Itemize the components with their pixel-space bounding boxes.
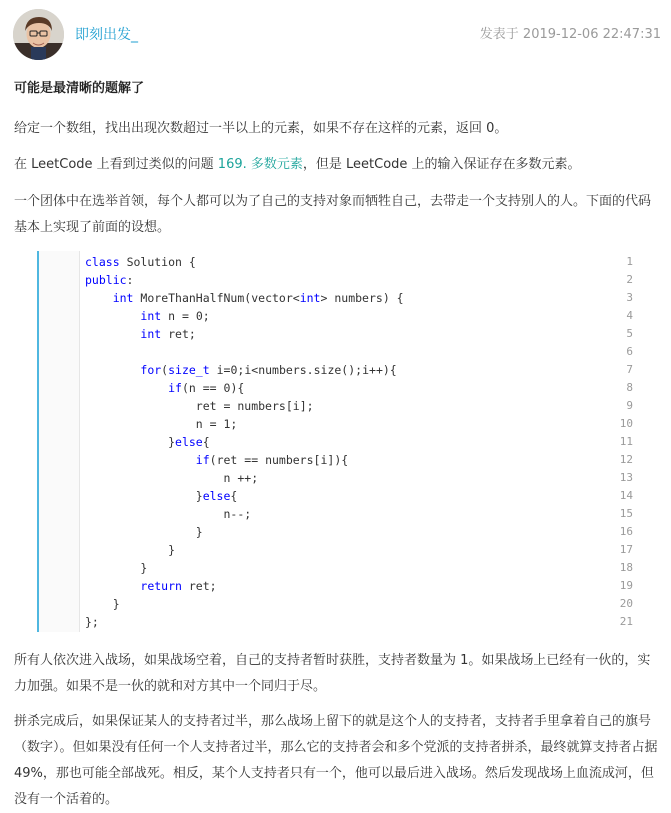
code-line-number: 11 — [619, 435, 633, 448]
code-line-number: 10 — [619, 417, 633, 430]
leetcode-problem-link[interactable]: 169. 多数元素 — [217, 157, 303, 172]
code-line-number: 7 — [626, 363, 633, 376]
code-line: if(n == 0){ — [168, 381, 245, 395]
code-line: } — [85, 543, 176, 557]
code-line-number: 3 — [626, 291, 633, 304]
paragraph-leetcode-prefix: 在 LeetCode 上看到过类似的问题 — [14, 157, 218, 172]
post-header — [0, 0, 671, 70]
code-line: } — [85, 525, 203, 539]
code-line: for(size_t i=0;i<numbers.size();i++){ — [140, 363, 397, 377]
code-line-number: 1 — [626, 255, 633, 268]
avatar[interactable] — [13, 9, 64, 60]
code-line-number: 4 — [626, 309, 633, 322]
paragraph-leetcode-suffix: ，但是 LeetCode 上的输入保证存在多数元素。 — [302, 157, 581, 172]
code-line-number: 20 — [619, 597, 633, 610]
code-line: } — [85, 561, 148, 575]
avatar-image — [13, 9, 64, 60]
code-line-number: 18 — [619, 561, 633, 574]
code-line-number: 2 — [626, 273, 633, 286]
code-line-number: 9 — [626, 399, 633, 412]
code-line: } — [85, 597, 120, 611]
code-line-number: 16 — [619, 525, 633, 538]
code-line-number: 6 — [626, 345, 633, 358]
post-content — [14, 79, 660, 807]
code-line: n = 1; — [195, 417, 238, 431]
code-line: public: — [85, 273, 134, 287]
code-line: return ret; — [140, 579, 217, 593]
code-line-number: 21 — [619, 615, 633, 628]
username-link[interactable]: 即刻出发_ — [75, 27, 138, 43]
code-line-number: 17 — [619, 543, 633, 556]
code-line: int n = 0; — [140, 309, 210, 323]
code-line-number: 12 — [619, 453, 633, 466]
code-line: int ret; — [140, 327, 196, 341]
paragraph-conclusion: 拼杀完成后，如果保证某人的支持者过半，那么战场上留下的就是这个人的支持者，支持者手里拿着自己的旗号（数字）。但如果没有任何一个人支持者过半，那么它的支持者会和多个党派的支持者拼杀，最终就算支持者占据 49%，那也可能全部战死。相反，某个人支持者只有一个，他可以最后进入战场。然后发现战场上血流成河，但没有一个活着的。 — [14, 714, 658, 807]
code-line-number: 13 — [619, 471, 633, 484]
code-line: class Solution { — [85, 255, 196, 269]
code-line-number: 5 — [626, 327, 633, 340]
post-timestamp: 发表于 2019-12-06 22:47:31 — [479, 27, 661, 42]
code-line: n ++; — [223, 471, 259, 485]
code-block — [37, 251, 639, 632]
post-title: 可能是最清晰的题解了 — [14, 81, 145, 96]
paragraph-leetcode — [14, 152, 660, 178]
code-line-number: 15 — [619, 507, 633, 520]
code-line — [85, 343, 671, 361]
code-line-number: 14 — [619, 489, 633, 502]
code-line: ret = numbers[i]; — [195, 399, 314, 413]
code-line: }else{ — [85, 435, 210, 449]
code-line-number: 8 — [626, 381, 633, 394]
code-line: }; — [85, 615, 99, 629]
paragraph-battle: 所有人依次进入战场，如果战场空着，自己的支持者暂时获胜，支持者数量为 1。如果战场上已经有一伙的，实力加强。如果不是一伙的就和对方其中一个同归于尽。 — [14, 653, 651, 694]
code-line: if(ret == numbers[i]){ — [195, 453, 349, 467]
code-line: n--; — [223, 507, 252, 521]
code-line: }else{ — [85, 489, 238, 503]
code-line-number: 19 — [619, 579, 633, 592]
code-line: int MoreThanHalfNum(vector<int> numbers) { — [112, 291, 404, 305]
paragraph-problem: 给定一个数组，找出出现次数超过一半以上的元素，如果不存在这样的元素，返回 0。 — [14, 121, 508, 136]
paragraph-analogy: 一个团体中在选举首领，每个人都可以为了自己的支持对象而牺牲自己，去带走一个支持别人的人。下面的代码基本上实现了前面的设想。 — [14, 194, 652, 235]
